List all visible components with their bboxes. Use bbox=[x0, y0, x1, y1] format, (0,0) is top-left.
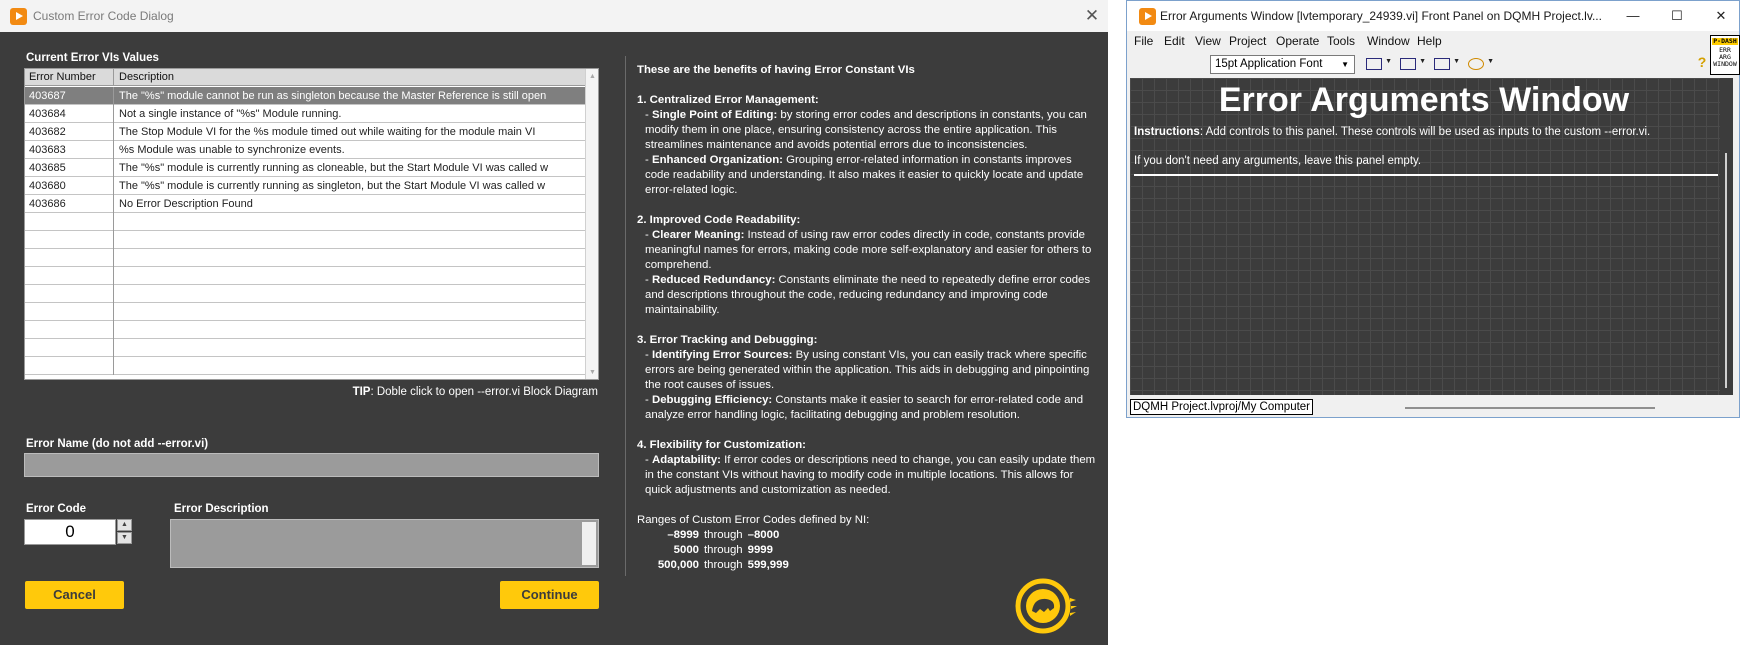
menu-window[interactable]: Window bbox=[1367, 34, 1410, 48]
scroll-up-icon[interactable]: ▲ bbox=[589, 73, 596, 80]
benefit-heading: 3. Error Tracking and Debugging: bbox=[637, 334, 818, 346]
benefit-item-text: By using constant VIs, you can easily track where specific errors are being generated within the application. This aids in debugging and pinpointing the root causes of issues. bbox=[645, 349, 1090, 391]
error-number-cell: 403687 bbox=[25, 87, 114, 105]
ranges-title: Ranges of Custom Error Codes defined by NI: bbox=[637, 514, 870, 526]
table-scrollbar[interactable] bbox=[585, 69, 598, 379]
benefit-item-text: by storing error codes and descriptions in constants, you can modify them in one place, ensuring consistency across the entire application. This streamlines maintenance and avoids potential errors due to inconsistencies. bbox=[645, 109, 1087, 151]
benefit-item-title: Debugging Efficiency: bbox=[651, 394, 773, 406]
description-cell: %s Module was unable to synchronize events. bbox=[119, 144, 345, 156]
vi-icon[interactable] bbox=[1710, 35, 1740, 75]
benefit-heading: 2. Improved Code Readability: bbox=[637, 214, 801, 226]
tip-message: : Doble click to open --error.vi Block Diagram bbox=[370, 386, 598, 398]
range-from: 5000 bbox=[673, 544, 699, 556]
front-panel-window bbox=[1126, 0, 1740, 418]
labview-app-icon bbox=[1139, 8, 1156, 25]
range-row bbox=[637, 543, 1097, 558]
benefit-item: - Single Point of Editing: by storing error codes and descriptions in constants, you can modify them in one place, ensuring consistency across the entire application. This streamlines maintenance and avoids potential errors due to inconsistencies. bbox=[645, 109, 1087, 151]
empty-table-row[interactable] bbox=[25, 267, 585, 285]
dqmh-logo-icon bbox=[1010, 578, 1080, 634]
benefit-item: - Enhanced Organization: Grouping error-related information in constants improves code readability and understanding. It also makes it easier to quickly locate and update error-related logic. bbox=[645, 154, 1084, 196]
benefit-item: - Identifying Error Sources: By using constant VIs, you can easily track where specific errors are being generated within the application. This aids in debugging and pinpointing the root causes of issues. bbox=[645, 349, 1090, 391]
benefit-item-title: Identifying Error Sources: bbox=[651, 349, 793, 361]
empty-table-row[interactable] bbox=[25, 303, 585, 321]
align-objects-icon[interactable]: ▼ bbox=[1363, 55, 1393, 74]
benefit-item-title: Adaptability: bbox=[651, 454, 721, 466]
divider-line bbox=[1134, 174, 1718, 176]
font-ring[interactable] bbox=[1210, 55, 1355, 74]
table-row[interactable] bbox=[25, 123, 585, 141]
vi-icon-line-3: ARG bbox=[1719, 53, 1731, 61]
empty-table-row[interactable] bbox=[25, 231, 585, 249]
chevron-down-icon: ▼ bbox=[1341, 60, 1349, 69]
project-path[interactable]: DQMH Project.lvproj/My Computer bbox=[1130, 399, 1313, 415]
horizontal-scrollbar[interactable] bbox=[1405, 407, 1655, 409]
column-header-description[interactable]: Description bbox=[119, 71, 175, 83]
panel-heading: Error Arguments Window bbox=[1218, 81, 1630, 119]
maximize-icon[interactable]: ☐ bbox=[1671, 8, 1683, 23]
description-cell: Not a single instance of "%s" Module running. bbox=[119, 108, 342, 120]
error-number-cell: 403682 bbox=[25, 123, 114, 141]
close-icon[interactable]: ✕ bbox=[1715, 8, 1727, 23]
error-number-cell: 403686 bbox=[25, 195, 114, 213]
scroll-down-icon[interactable]: ▼ bbox=[589, 369, 596, 376]
description-scrollbar[interactable] bbox=[582, 522, 596, 565]
error-number-cell: 403684 bbox=[25, 105, 114, 123]
error-vis-table[interactable] bbox=[24, 68, 599, 380]
error-code-label: Error Code bbox=[26, 503, 87, 515]
empty-table-row[interactable] bbox=[25, 285, 585, 303]
table-header bbox=[25, 69, 585, 86]
empty-table-row[interactable] bbox=[25, 249, 585, 267]
menu-edit[interactable]: Edit bbox=[1164, 34, 1185, 48]
benefit-item-text: Instead of using raw error codes directly in code, constants provide meaningful names for errors, making code more self-explanatory and easier for others to comprehend. bbox=[645, 229, 1092, 271]
range-through: through bbox=[704, 544, 743, 556]
resize-objects-icon[interactable]: ▼ bbox=[1431, 55, 1461, 74]
empty-table-row[interactable] bbox=[25, 321, 585, 339]
divider bbox=[625, 56, 626, 576]
error-table-label: Current Error VIs Values bbox=[26, 52, 159, 64]
empty-table-row[interactable] bbox=[25, 213, 585, 231]
benefit-item-text: Constants make it easier to search for error-related code and analyze error handling logic, facilitating debugging and problem resolution. bbox=[645, 394, 1084, 421]
benefit-item-title: Enhanced Organization: bbox=[651, 154, 783, 166]
context-help-icon[interactable]: ? bbox=[1697, 54, 1707, 70]
menu-help[interactable]: Help bbox=[1417, 34, 1442, 48]
range-row bbox=[637, 558, 1097, 573]
error-description-input[interactable] bbox=[170, 519, 599, 568]
menu-tools[interactable]: Tools bbox=[1327, 34, 1356, 48]
dialog-title-bar bbox=[0, 0, 1108, 32]
benefit-item-text: Constants eliminate the need to repeatedly define error codes and descriptions throughout the code, reducing redundancy and improving code maintainability. bbox=[645, 274, 1091, 316]
empty-table-row[interactable] bbox=[25, 357, 585, 375]
range-to: 9999 bbox=[747, 544, 773, 556]
error-number-cell: 403683 bbox=[25, 141, 114, 159]
reorder-icon[interactable]: ▼ bbox=[1465, 55, 1495, 74]
vi-icon-line-1: P-DASH bbox=[1713, 37, 1737, 45]
range-through: through bbox=[704, 559, 743, 571]
menu-file[interactable]: File bbox=[1134, 34, 1154, 48]
benefit-item-title: Clearer Meaning: bbox=[651, 229, 745, 241]
tip-label: TIP bbox=[352, 386, 371, 398]
instructions-label: Instructions bbox=[1134, 126, 1200, 138]
benefit-item-text: If error codes or descriptions need to change, you can easily update them in the constant VIs without having to modify code in multiple locations. This allows for quick adjustments and customization as needed. bbox=[645, 454, 1096, 496]
benefit-item: - Debugging Efficiency: Constants make it easier to search for error-related code and analyze error handling logic, facilitating debugging and problem resolution. bbox=[645, 394, 1084, 421]
range-row bbox=[637, 528, 1097, 543]
decrement-arrow-icon[interactable]: ▼ bbox=[117, 532, 132, 544]
column-header-error-number[interactable]: Error Number bbox=[25, 69, 114, 86]
vi-icon-line-4: WINDOW bbox=[1713, 60, 1737, 68]
error-name-label: Error Name (do not add --error.vi) bbox=[26, 438, 209, 450]
close-icon[interactable]: ✕ bbox=[1084, 6, 1100, 25]
benefit-item: - Reduced Redundancy: Constants eliminate the need to repeatedly define error codes and descriptions throughout the code, reducing redundancy and improving code maintainability. bbox=[645, 274, 1091, 316]
error-name-input[interactable] bbox=[24, 453, 599, 477]
instructions-text: : Add controls to this panel. These controls will be used as inputs to the custom --error.vi. bbox=[1199, 126, 1651, 138]
benefit-item-text: Grouping error-related information in constants improves code readability and understanding. It also makes it easier to quickly locate and update error-related logic. bbox=[645, 154, 1084, 196]
minimize-icon[interactable]: — bbox=[1626, 8, 1640, 23]
range-from: –8999 bbox=[667, 529, 699, 541]
tip-text bbox=[300, 386, 598, 398]
labview-app-icon bbox=[10, 8, 27, 25]
table-row[interactable] bbox=[25, 87, 585, 105]
error-description-label: Error Description bbox=[174, 503, 269, 515]
menu-bar bbox=[1127, 31, 1739, 52]
vi-icon-line-2: ERR bbox=[1719, 46, 1731, 54]
status-bar bbox=[1130, 397, 1736, 417]
error-code-input[interactable]: 0 bbox=[24, 519, 116, 545]
menu-view[interactable]: View bbox=[1195, 34, 1221, 48]
description-cell: The "%s" module is currently running as singleton, but the Start Module VI was called w bbox=[119, 180, 546, 192]
description-cell: No Error Description Found bbox=[119, 198, 253, 210]
benefit-item-title: Single Point of Editing: bbox=[651, 109, 778, 121]
benefit-sections bbox=[637, 93, 1097, 513]
description-cell: The "%s" module cannot be run as singleton because the Master Reference is still open bbox=[119, 90, 547, 102]
error-number-cell: 403685 bbox=[25, 159, 114, 177]
empty-table-row[interactable] bbox=[25, 339, 585, 357]
table-row[interactable] bbox=[25, 141, 585, 159]
front-panel-canvas[interactable] bbox=[1130, 78, 1733, 395]
ranges-list bbox=[637, 528, 1097, 573]
panel-scrollbar[interactable] bbox=[1720, 78, 1733, 395]
range-to: 599,999 bbox=[747, 559, 789, 571]
increment-arrow-icon[interactable]: ▲ bbox=[117, 519, 132, 531]
table-row[interactable] bbox=[25, 195, 585, 213]
cancel-button[interactable]: Cancel bbox=[25, 581, 124, 609]
benefit-item: - Clearer Meaning: Instead of using raw error codes directly in code, constants provide meaningful names for errors, making code more self-explanatory and easier for others to comprehend. bbox=[645, 229, 1092, 271]
range-through: through bbox=[704, 529, 743, 541]
panel-note: If you don't need any arguments, leave this panel empty. bbox=[1134, 155, 1422, 167]
menu-operate[interactable]: Operate bbox=[1276, 34, 1320, 48]
front-panel-title: Error Arguments Window [lvtemporary_24939.vi] Front Panel on DQMH Project.lv... bbox=[1160, 9, 1602, 23]
range-to: –8000 bbox=[747, 529, 780, 541]
benefit-heading: 4. Flexibility for Customization: bbox=[637, 439, 806, 451]
table-row[interactable] bbox=[25, 105, 585, 123]
benefit-heading: 1. Centralized Error Management: bbox=[637, 94, 819, 106]
font-ring-value: 15pt Application Font bbox=[1215, 58, 1323, 70]
distribute-objects-icon[interactable]: ▼ bbox=[1397, 55, 1427, 74]
panel-instructions bbox=[1134, 126, 1650, 138]
benefits-text bbox=[637, 63, 1097, 573]
table-row[interactable] bbox=[25, 159, 585, 177]
continue-button[interactable]: Continue bbox=[500, 581, 599, 609]
toolbar bbox=[1127, 52, 1739, 77]
menu-project[interactable]: Project bbox=[1229, 34, 1267, 48]
description-cell: The "%s" module is currently running as cloneable, but the Start Module VI was called w bbox=[119, 162, 549, 174]
benefits-title: These are the benefits of having Error Constant VIs bbox=[637, 64, 915, 76]
benefit-item: - Adaptability: If error codes or descriptions need to change, you can easily update them in the constant VIs without having to modify code in multiple locations. This allows for quick adjustments and customization as needed. bbox=[645, 454, 1096, 496]
range-from: 500,000 bbox=[657, 559, 699, 571]
table-row[interactable] bbox=[25, 177, 585, 195]
front-panel-title-bar bbox=[1127, 1, 1739, 31]
description-cell: The Stop Module VI for the %s module timed out while waiting for the module main VI bbox=[119, 126, 536, 138]
dialog-title: Custom Error Code Dialog bbox=[33, 9, 174, 23]
error-number-cell: 403680 bbox=[25, 177, 114, 195]
benefit-item-title: Reduced Redundancy: bbox=[651, 274, 776, 286]
